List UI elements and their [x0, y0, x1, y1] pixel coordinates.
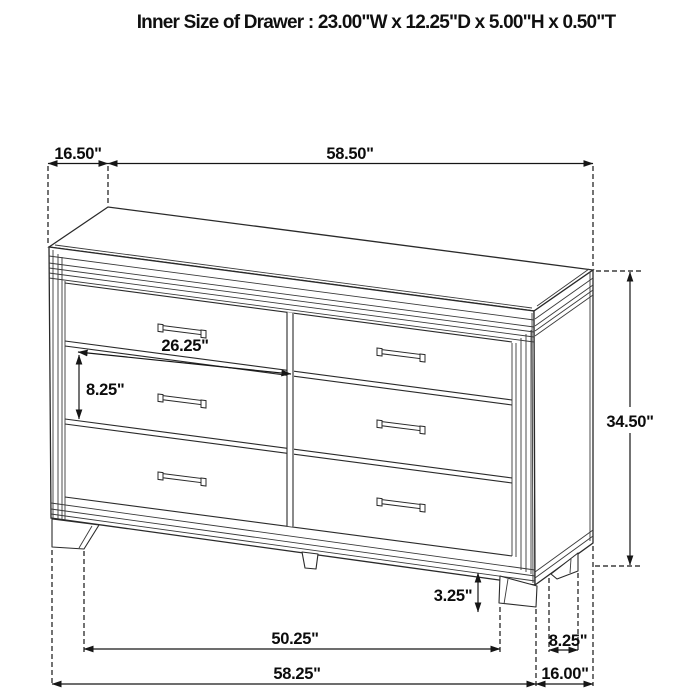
dim-front-feet-span: [84, 630, 500, 649]
dim-top-width: [108, 145, 593, 164]
dim-label-top-width: 58.50": [326, 145, 374, 163]
page-title: Inner Size of Drawer : 23.00"W x 12.25"D x 5.00"H x 0.50"T: [136, 12, 616, 33]
dim-top-depth: [48, 145, 108, 164]
dim-side-foot-depth: [549, 632, 587, 650]
dresser-side-face: [534, 270, 593, 585]
dim-label-front-feet-span: 50.25": [271, 630, 319, 648]
center-foot: [302, 552, 318, 569]
dim-base-width: [52, 665, 536, 684]
dim-label-base-depth: 16.00": [541, 665, 589, 683]
dim-base-depth: [536, 665, 593, 684]
dim-label-base-width: 58.25": [273, 665, 321, 683]
dim-label-side-foot-depth: 8.25": [548, 632, 588, 650]
dim-label-overall-height: 34.50": [606, 413, 654, 431]
dim-label-drawer-height: 8.25": [86, 381, 125, 399]
dim-label-drawer-width: 26.25": [161, 337, 209, 355]
dresser-drawing: [49, 207, 593, 607]
dim-overall-height: [606, 272, 653, 565]
dim-label-foot-height: 3.25": [433, 587, 473, 605]
dim-label-top-depth: 16.50": [54, 145, 102, 163]
dim-foot-height: [434, 573, 478, 612]
